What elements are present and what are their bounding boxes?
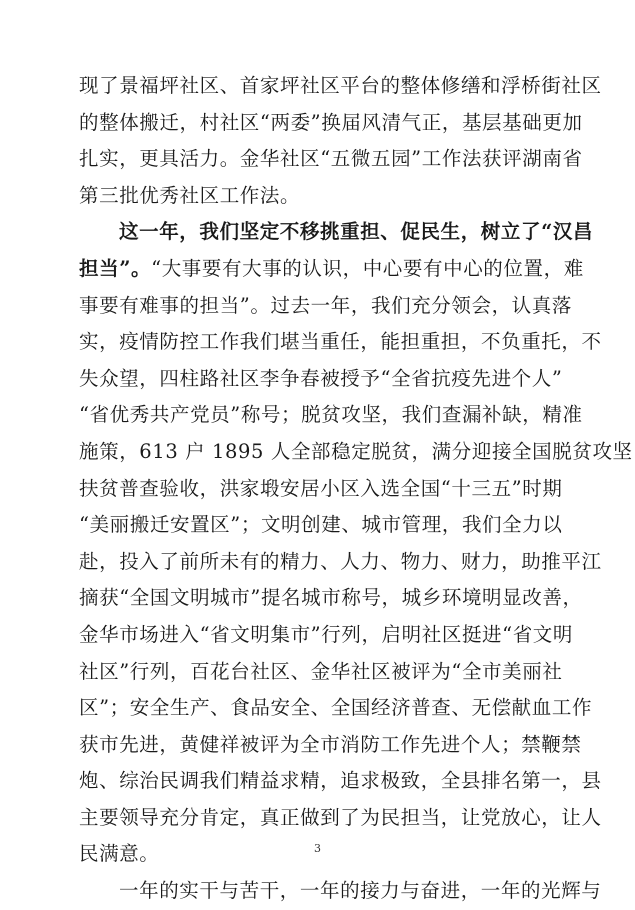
- text-line: 区”；安全生产、食品安全、全国经济普查、无偿献血工作: [79, 696, 593, 720]
- paragraph-heading-line: [79, 214, 594, 251]
- bold-heading: 担当”。: [79, 256, 152, 280]
- text-line: 第三批优秀社区工作法。: [79, 183, 301, 207]
- bold-heading: 这一年，我们坚定不移挑重担、促民生，树立了“汉昌: [119, 220, 594, 244]
- text-line: 失众望，四柱路社区李争春被授予“全省抗疫先进个人”: [79, 366, 563, 390]
- text-line: 赴，投入了前所未有的精力、人力、物力、财力，助推平江: [79, 549, 602, 573]
- text-line: 事要有难事的担当”。过去一年，我们充分领会，认真落: [79, 293, 572, 317]
- text-line: 扎实，更具活力。金华社区“五微五园”工作法获评湖南省: [79, 147, 583, 171]
- text-line: “美丽搬迁安置区”；文明创建、城市管理，我们全力以: [79, 513, 563, 537]
- text-line: 扶贫普查验收，洪家塅安居小区入选全国“十三五”时期: [79, 476, 563, 500]
- text-line: 社区”行列，百花台社区、金华社区被评为“全市美丽社: [79, 659, 563, 683]
- document-body: [79, 68, 633, 910]
- text-line: 实，疫情防控工作我们堪当重任，能担重担，不负重托，不: [79, 330, 602, 354]
- text-line: “省优秀共产党员”称号；脱贫攻坚，我们查漏补缺，精准: [79, 403, 583, 427]
- text-line: 摘获“全国文明城市”提名城市称号，城乡环境明显改善，: [79, 586, 583, 610]
- text-line: 现了景福坪社区、首家坪社区平台的整体修缮和浮桥街社区: [79, 74, 602, 97]
- page-number: 3: [314, 842, 321, 855]
- text-line: 金华市场进入“省文明集市”行列，启明社区挺进“省文明: [79, 622, 574, 646]
- text-line: 主要领导充分肯定，真正做到了为民担当，让党放心，让人: [79, 805, 602, 829]
- text-line: 获市先进，黄健祥被评为全市消防工作先进个人；禁鞭禁: [79, 732, 582, 756]
- text-line: 的整体搬迁，村社区“两委”换届风清气正，基层基础更加: [79, 110, 583, 134]
- text-line: 担当”。“大事要有大事的认识，中心要有中心的位置，难: [79, 256, 584, 280]
- text-line: 炮、综治民调我们精益求精，追求极致，全县排名第一，县: [79, 769, 602, 793]
- text-line: 施策，613 户 1895 人全部稳定脱贫，满分迎接全国脱贫攻坚: [79, 439, 633, 463]
- paragraph-first-line: 一年的实干与苦干，一年的接力与奋进，一年的光辉与: [119, 879, 602, 903]
- text-line: 民满意。: [79, 842, 160, 866]
